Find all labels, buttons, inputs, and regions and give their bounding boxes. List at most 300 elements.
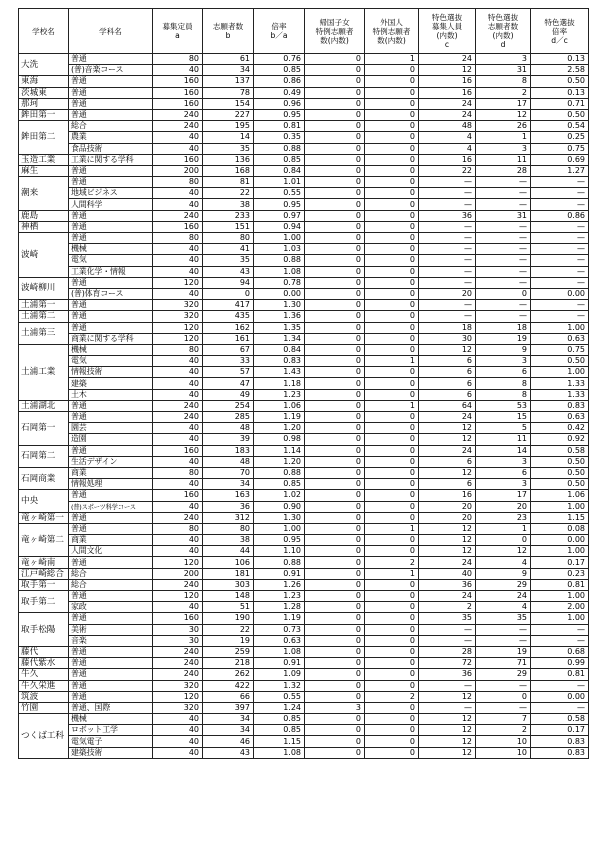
value-cell: 40 [153, 725, 203, 736]
value-cell: 0 [305, 322, 365, 333]
value-cell: 2 [365, 557, 419, 568]
value-cell: 200 [153, 165, 203, 176]
value-cell: 1.30 [254, 300, 305, 311]
course-name: 機械 [69, 344, 153, 355]
value-cell: 12 [419, 523, 476, 534]
value-cell: 120 [153, 277, 203, 288]
value-cell: 0.81 [254, 121, 305, 132]
value-cell: — [531, 255, 589, 266]
school-name: 竜ヶ崎第二 [19, 523, 69, 557]
value-cell: 0.85 [254, 154, 305, 165]
value-cell: 160 [153, 221, 203, 232]
value-cell: 24 [419, 445, 476, 456]
value-cell: 48 [203, 456, 254, 467]
value-cell: 320 [153, 300, 203, 311]
school-name: 藤代紫水 [19, 658, 69, 669]
value-cell: 40 [153, 456, 203, 467]
school-name: 麻生 [19, 165, 69, 176]
column-header-line: 特色選抜 [544, 17, 575, 27]
course-name: 普通 [69, 54, 153, 65]
value-cell: 78 [203, 87, 254, 98]
value-cell: 12 [419, 747, 476, 758]
value-cell: — [476, 188, 531, 199]
column-header [305, 9, 365, 54]
value-cell: 1.19 [254, 613, 305, 624]
value-cell: 320 [153, 311, 203, 322]
table-row [19, 188, 589, 199]
value-cell: 0 [365, 613, 419, 624]
value-cell: 40 [153, 736, 203, 747]
course-name: (普)スポーツ科学コース [69, 501, 153, 512]
value-cell: 1.00 [531, 367, 589, 378]
column-header-line: 特色選抜 [487, 13, 519, 22]
table-row [19, 132, 589, 143]
school-name: 神栖 [19, 221, 69, 232]
school-name: 波崎柳川 [19, 277, 69, 299]
value-cell: — [476, 702, 531, 713]
value-cell: 1.02 [254, 490, 305, 501]
value-cell: 53 [476, 400, 531, 411]
value-cell: 0.17 [531, 557, 589, 568]
value-cell: 0.55 [254, 188, 305, 199]
course-name: 普通、国際 [69, 702, 153, 713]
value-cell: 0 [305, 725, 365, 736]
value-cell: 0 [365, 714, 419, 725]
value-cell: 4 [419, 143, 476, 154]
value-cell: 0.96 [254, 98, 305, 109]
value-cell: 0 [365, 266, 419, 277]
value-cell: 0.63 [254, 635, 305, 646]
course-name: 総合 [69, 568, 153, 579]
value-cell: 0 [365, 165, 419, 176]
course-name: 普通 [69, 322, 153, 333]
value-cell: 67 [203, 344, 254, 355]
school-name: 茨城東 [19, 87, 69, 98]
value-cell: 1.19 [254, 412, 305, 423]
value-cell: 22 [203, 624, 254, 635]
value-cell: 0 [305, 87, 365, 98]
value-cell: 259 [203, 646, 254, 657]
value-cell: 233 [203, 210, 254, 221]
course-name: 普通 [69, 300, 153, 311]
value-cell: 0.78 [254, 277, 305, 288]
column-header [254, 9, 305, 54]
value-cell: 16 [419, 154, 476, 165]
admissions-table [18, 8, 589, 759]
value-cell: 0.85 [254, 479, 305, 490]
value-cell: 0.99 [531, 658, 589, 669]
value-cell: 0 [305, 233, 365, 244]
course-name: 普通 [69, 680, 153, 691]
value-cell: 160 [153, 154, 203, 165]
table-row [19, 501, 589, 512]
school-name: 鹿島 [19, 210, 69, 221]
table-row [19, 109, 589, 120]
value-cell: 0.73 [254, 624, 305, 635]
value-cell: 39 [203, 434, 254, 445]
value-cell: 30 [153, 624, 203, 635]
value-cell: 3 [476, 143, 531, 154]
value-cell: 0 [305, 535, 365, 546]
value-cell: 28 [419, 646, 476, 657]
value-cell: 0.68 [531, 646, 589, 657]
value-cell: — [419, 300, 476, 311]
value-cell: 1.24 [254, 702, 305, 713]
value-cell: 0 [365, 546, 419, 557]
value-cell: 0 [365, 535, 419, 546]
value-cell: — [531, 188, 589, 199]
table-row [19, 266, 589, 277]
value-cell: 40 [153, 546, 203, 557]
table-row [19, 725, 589, 736]
course-name: 普通 [69, 591, 153, 602]
value-cell: — [419, 635, 476, 646]
value-cell: 49 [203, 389, 254, 400]
course-name: 普通 [69, 311, 153, 322]
column-header [19, 9, 69, 54]
value-cell: 17 [476, 490, 531, 501]
value-cell: 1.06 [531, 490, 589, 501]
value-cell: 1.23 [254, 591, 305, 602]
table-row [19, 322, 589, 333]
value-cell: 0 [305, 624, 365, 635]
course-name: 普通 [69, 87, 153, 98]
column-header-line: 倍率 [271, 22, 287, 31]
column-header-line: (内数) [436, 31, 458, 40]
value-cell: 0 [365, 501, 419, 512]
value-cell: 18 [476, 322, 531, 333]
value-cell: 64 [419, 400, 476, 411]
table-row [19, 98, 589, 109]
column-header-line: 募集人員 [431, 22, 463, 31]
value-cell: 0 [365, 87, 419, 98]
table-row [19, 557, 589, 568]
value-cell: 0 [305, 635, 365, 646]
value-cell: 80 [153, 523, 203, 534]
value-cell: 0.17 [531, 725, 589, 736]
school-name: 土浦第二 [19, 311, 69, 322]
value-cell: 0 [305, 367, 365, 378]
value-cell: 8 [476, 76, 531, 87]
value-cell: 0.50 [531, 109, 589, 120]
value-cell: 0.85 [254, 725, 305, 736]
value-cell: 0.23 [531, 568, 589, 579]
value-cell: 1.00 [531, 322, 589, 333]
value-cell: 0.85 [254, 65, 305, 76]
column-header-line: 特例志願者 [372, 26, 411, 36]
value-cell: 22 [419, 165, 476, 176]
value-cell: — [476, 177, 531, 188]
value-cell: 136 [203, 154, 254, 165]
value-cell: 40 [153, 255, 203, 266]
value-cell: 0 [365, 602, 419, 613]
table-body [19, 54, 589, 759]
value-cell: 163 [203, 490, 254, 501]
value-cell: 0 [305, 121, 365, 132]
course-name: 普通 [69, 412, 153, 423]
value-cell: 0.75 [531, 344, 589, 355]
value-cell: 0 [365, 467, 419, 478]
value-cell: 0 [365, 434, 419, 445]
value-cell: 1 [476, 132, 531, 143]
value-cell: 0 [365, 154, 419, 165]
value-cell: 3 [476, 54, 531, 65]
value-cell: 20 [476, 501, 531, 512]
value-cell: 40 [153, 65, 203, 76]
value-cell: 0.00 [531, 691, 589, 702]
course-name: 工業化学・情報 [69, 266, 153, 277]
value-cell: 6 [419, 479, 476, 490]
value-cell: 0.97 [254, 210, 305, 221]
table-row [19, 400, 589, 411]
value-cell: 0.83 [254, 356, 305, 367]
value-cell: 0.88 [254, 255, 305, 266]
value-cell: 0 [305, 546, 365, 557]
course-name: 電気 [69, 255, 153, 266]
value-cell: 0.86 [254, 76, 305, 87]
value-cell: 7 [476, 714, 531, 725]
value-cell: 0 [305, 277, 365, 288]
value-cell: 80 [153, 177, 203, 188]
value-cell: 0 [365, 311, 419, 322]
table-row [19, 143, 589, 154]
table-row [19, 199, 589, 210]
value-cell: 0.95 [254, 199, 305, 210]
column-header-line: d／c [551, 35, 568, 45]
value-cell: — [531, 702, 589, 713]
value-cell: 16 [419, 76, 476, 87]
value-cell: 195 [203, 121, 254, 132]
value-cell: — [419, 244, 476, 255]
value-cell: 0 [365, 98, 419, 109]
course-name: 商業に関する学科 [69, 333, 153, 344]
value-cell: 40 [153, 389, 203, 400]
value-cell: 8 [476, 378, 531, 389]
value-cell: 40 [153, 188, 203, 199]
value-cell: 0 [365, 367, 419, 378]
value-cell: 1.33 [531, 378, 589, 389]
value-cell: 40 [153, 714, 203, 725]
course-name: 普通 [69, 165, 153, 176]
column-header-line: 数(内数) [377, 35, 406, 45]
school-name: 竜ヶ崎第一 [19, 512, 69, 523]
value-cell: 0 [305, 445, 365, 456]
value-cell: — [419, 177, 476, 188]
value-cell: 422 [203, 680, 254, 691]
value-cell: 262 [203, 669, 254, 680]
value-cell: 0 [365, 300, 419, 311]
value-cell: — [531, 266, 589, 277]
value-cell: 0.58 [531, 714, 589, 725]
table-row [19, 210, 589, 221]
value-cell: — [419, 624, 476, 635]
value-cell: 320 [153, 702, 203, 713]
value-cell: 1.30 [254, 512, 305, 523]
school-name: 牛久 [19, 669, 69, 680]
value-cell: 1.20 [254, 423, 305, 434]
column-header [153, 9, 203, 54]
value-cell: 24 [419, 54, 476, 65]
value-cell: 61 [203, 54, 254, 65]
value-cell: 1 [365, 568, 419, 579]
course-name: 音楽 [69, 635, 153, 646]
value-cell: 40 [153, 132, 203, 143]
value-cell: — [531, 680, 589, 691]
value-cell: 44 [203, 546, 254, 557]
value-cell: 0 [365, 725, 419, 736]
value-cell: 0.58 [531, 445, 589, 456]
school-name: 玉造工業 [19, 154, 69, 165]
value-cell: 3 [305, 702, 365, 713]
value-cell: 17 [476, 98, 531, 109]
value-cell: 0 [476, 535, 531, 546]
course-name: 普通 [69, 177, 153, 188]
value-cell: 12 [419, 434, 476, 445]
value-cell: 24 [419, 98, 476, 109]
value-cell: 35 [419, 613, 476, 624]
value-cell: 0 [365, 736, 419, 747]
course-name: 地域ビジネス [69, 188, 153, 199]
value-cell: 1.06 [254, 400, 305, 411]
value-cell: 47 [203, 378, 254, 389]
table-row [19, 658, 589, 669]
value-cell: 0.81 [531, 579, 589, 590]
value-cell: 48 [203, 423, 254, 434]
course-name: 人間文化 [69, 546, 153, 557]
value-cell: 0 [305, 423, 365, 434]
value-cell: 0.63 [531, 333, 589, 344]
value-cell: 1.00 [531, 501, 589, 512]
value-cell: 240 [153, 400, 203, 411]
value-cell: 0 [365, 65, 419, 76]
table-row [19, 490, 589, 501]
value-cell: — [476, 311, 531, 322]
school-name: 石岡商業 [19, 467, 69, 489]
value-cell: 0.81 [531, 669, 589, 680]
value-cell: 0 [305, 199, 365, 210]
school-name: 藤代 [19, 646, 69, 657]
school-name: 石岡第一 [19, 412, 69, 446]
value-cell: 0 [305, 76, 365, 87]
value-cell: 0.75 [531, 143, 589, 154]
course-name: 普通 [69, 512, 153, 523]
course-name: 普通 [69, 691, 153, 702]
value-cell: 4 [476, 557, 531, 568]
value-cell: 183 [203, 445, 254, 456]
value-cell: 120 [153, 557, 203, 568]
value-cell: 0.85 [254, 714, 305, 725]
value-cell: 200 [153, 568, 203, 579]
value-cell: 0.25 [531, 132, 589, 143]
value-cell: 80 [203, 523, 254, 534]
value-cell: 1.08 [254, 747, 305, 758]
value-cell: 29 [476, 669, 531, 680]
value-cell: 0 [305, 680, 365, 691]
table-row [19, 244, 589, 255]
value-cell: 1.34 [254, 333, 305, 344]
table-row [19, 221, 589, 232]
value-cell: 6 [419, 378, 476, 389]
value-cell: 10 [476, 747, 531, 758]
value-cell: 40 [153, 602, 203, 613]
value-cell: 41 [203, 244, 254, 255]
value-cell: — [476, 635, 531, 646]
column-header-line: 志願者数 [487, 22, 519, 31]
value-cell: 0.86 [531, 210, 589, 221]
value-cell: 0.95 [254, 109, 305, 120]
course-name: 普通 [69, 233, 153, 244]
value-cell: 0 [305, 333, 365, 344]
value-cell: 240 [153, 121, 203, 132]
value-cell: — [476, 233, 531, 244]
table-row [19, 669, 589, 680]
value-cell: 40 [153, 501, 203, 512]
value-cell: 40 [153, 535, 203, 546]
school-name: 土浦湖北 [19, 400, 69, 411]
value-cell: 40 [153, 479, 203, 490]
value-cell: 43 [203, 266, 254, 277]
value-cell: 5 [476, 423, 531, 434]
value-cell: 0 [365, 255, 419, 266]
value-cell: 240 [153, 658, 203, 669]
value-cell: 151 [203, 221, 254, 232]
value-cell: 0 [365, 277, 419, 288]
value-cell: 1.00 [254, 233, 305, 244]
course-name: 普通 [69, 646, 153, 657]
value-cell: 1 [365, 356, 419, 367]
value-cell: 0 [365, 624, 419, 635]
value-cell: 0.13 [531, 87, 589, 98]
course-name: ロボット工学 [69, 725, 153, 736]
value-cell: 1.00 [531, 613, 589, 624]
table-row [19, 512, 589, 523]
school-name: 土浦工業 [19, 344, 69, 400]
table-row [19, 87, 589, 98]
value-cell: 0.88 [254, 467, 305, 478]
course-name: 普通 [69, 557, 153, 568]
value-cell: 1.08 [254, 646, 305, 657]
table-row [19, 479, 589, 490]
value-cell: 285 [203, 412, 254, 423]
value-cell: 0 [476, 691, 531, 702]
value-cell: 160 [153, 613, 203, 624]
value-cell: 6 [419, 367, 476, 378]
value-cell: 312 [203, 512, 254, 523]
table-row [19, 121, 589, 132]
course-name: 情報処理 [69, 479, 153, 490]
value-cell: 0 [305, 378, 365, 389]
table-row [19, 356, 589, 367]
value-cell: 0 [365, 702, 419, 713]
school-name: 竜ヶ崎南 [19, 557, 69, 568]
value-cell: 0 [305, 602, 365, 613]
value-cell: 397 [203, 702, 254, 713]
value-cell: 0.98 [254, 434, 305, 445]
value-cell: 4 [476, 602, 531, 613]
value-cell: 0 [305, 288, 365, 299]
value-cell: 0 [365, 109, 419, 120]
value-cell: 12 [419, 546, 476, 557]
value-cell: 19 [476, 646, 531, 657]
value-cell: 0 [305, 311, 365, 322]
value-cell: 80 [153, 233, 203, 244]
course-name: 造園 [69, 434, 153, 445]
course-name: 普通 [69, 613, 153, 624]
value-cell: 0.71 [531, 98, 589, 109]
value-cell: — [476, 300, 531, 311]
value-cell: 0 [305, 691, 365, 702]
value-cell: 240 [153, 669, 203, 680]
